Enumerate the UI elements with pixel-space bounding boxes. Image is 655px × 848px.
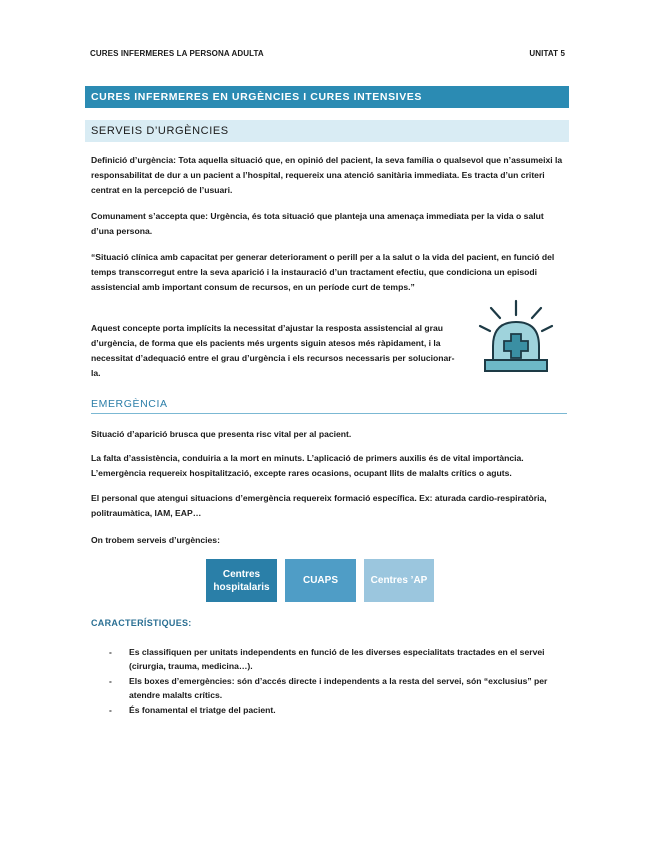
clinical-situation-quote: “Situació clínica amb capacitat per generar deteriorament o perill per a la salut o la vida del pacient, en funció del temps transcorregut entre la seva aparició i la instauració d’un tractament efectiu, que condiciona un episodi assistencial amb important consum de recursos, en un període curt de temps.”: [91, 252, 555, 292]
characteristics-title: CARACTERÍSTIQUES:: [91, 618, 192, 628]
emergency-definition: Situació d’aparició brusca que presenta risc vital per al pacient.: [91, 429, 352, 439]
section-title-serveis: SERVEIS D’URGÈNCIES: [85, 120, 569, 142]
emergency-siren-icon: [476, 298, 556, 378]
page-header: [90, 49, 565, 58]
service-box-primary-care: Centres ’AP: [364, 559, 434, 602]
section-title-emergencia: EMERGÈNCIA: [91, 398, 567, 414]
service-box-hospitals: Centres hospitalaris: [206, 559, 277, 602]
list-item: - És fonamental el triatge del pacient.: [109, 705, 276, 715]
characteristics-list: [91, 645, 561, 718]
concept-paragraph: Aquest concepte porta implícits la necessitat d’ajustar la resposta assistencial al grau d’urgència, de forma que els pacients més urgents siguin atesos més ràpidament, i la necessitat d’adequació entre el grau d’urgència i els recursos necessaris per solucionar-la.: [91, 323, 455, 378]
list-item: - Es classifiquen per unitats independents en funció de les diverses especialitats tractades en el servei (cirurgia, trauma, medicina…).: [109, 647, 545, 671]
services-intro: On trobem serveis d’urgències:: [91, 535, 220, 545]
definition-paragraph: Definició d’urgència: Tota aquella situació que, en opinió del pacient, la seva família o qualsevol que n’assumeixi la responsabilitat de dur a un pacient a l’hospital, requereix una atenció sanitària immediata. Es tracta d’un criteri centrat en la percepció de l’usuari.: [91, 155, 563, 195]
emergency-assistance-paragraph: La falta d’assistència, conduiria a la mort en minuts. L’aplicació de primers auxilis és de vital importància. L’emergència requereix hospitalització, excepte rares ocasions, ocupant llits de malalts crítics o aguts.: [91, 453, 524, 478]
list-item: - Els boxes d’emergències: són d’accés directe i independents a la resta del servei, són “exclusius” per atendre malalts crítics.: [109, 676, 548, 700]
emergency-staff-paragraph: El personal que atengui situacions d’emergència requereix formació específica. Ex: aturada cardio-respiratòria, politraumàtica, IAM, EAP…: [91, 493, 547, 518]
service-types: [206, 559, 434, 602]
header-unit: UNITAT 5: [529, 49, 565, 58]
service-box-cuaps: CUAPS: [285, 559, 356, 602]
common-acceptance-paragraph: Comunament s’accepta que: Urgència, és tota situació que planteja una amenaça immediata per la vida o salut d’una persona.: [91, 211, 544, 236]
header-course-title: CURES INFERMERES LA PERSONA ADULTA: [90, 49, 264, 58]
chapter-title-banner: CURES INFERMERES EN URGÈNCIES I CURES INTENSIVES: [85, 86, 569, 108]
